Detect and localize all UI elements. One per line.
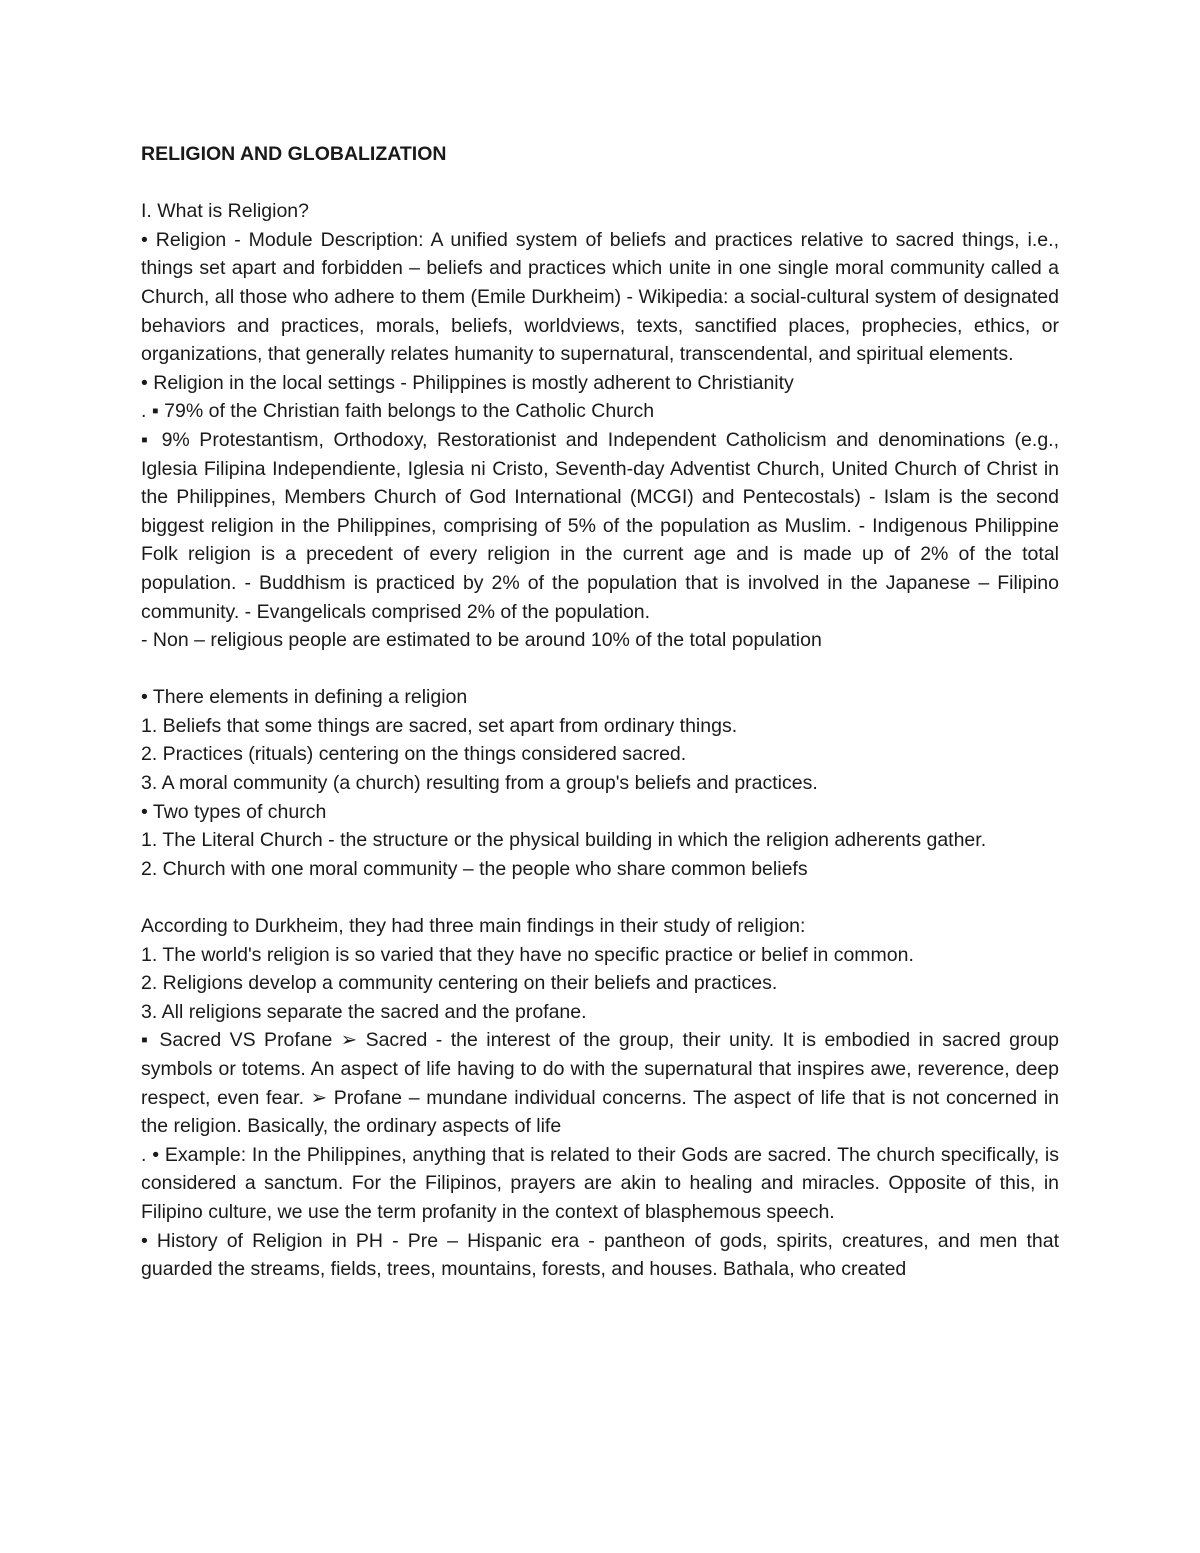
church-types-heading: • Two types of church [141,800,327,823]
finding-item-3: 3. All religions separate the sacred and the profane. [141,1000,587,1023]
finding-item-2: 2. Religions develop a community centering on their beliefs and practices. [141,972,778,995]
paragraph-sacred-vs-profane: ▪ Sacred VS Profane ➢ Sacred - the interest of the group, their unity. It is embodied in sacred group symbols or totems. An aspect of life having to do with the supernatural that inspires awe, reverence, deep respect, even fear. ➢ Profane – mundane individual concerns. The aspect of life that is not concerned in the religion. Basically, the ordinary aspects of life [141,1029,1059,1138]
paragraph-history: • History of Religion in PH - Pre – Hispanic era - pantheon of gods, spirits, creatures, and men that guarded the streams, fields, trees, mountains, forests, and houses. Bathala, who created [141,1229,1059,1281]
blank-line [141,883,1059,912]
paragraph-example: . • Example: In the Philippines, anything that is related to their Gods are sacred. The church specifically, is considered a sanctum. For the Filipinos, prayers are akin to healing and miracles. Opposite of this, in Filipino culture, we use the term profanity in the context of blasphemous speech. [141,1143,1059,1223]
blank-line [141,655,1059,684]
document-title: RELIGION AND GLOBALIZATION [141,143,447,165]
paragraph-non-religious: - Non – religious people are estimated to be around 10% of the total population [141,629,822,652]
element-item-2: 2. Practices (rituals) centering on the things considered sacred. [141,743,687,766]
church-type-2: 2. Church with one moral community – the people who share common beliefs [141,857,808,880]
document-page [141,140,1059,1284]
paragraph-local-settings: • Religion in the local settings - Philippines is mostly adherent to Christianity [141,371,794,394]
elements-heading: • There elements in defining a religion [141,686,468,709]
finding-item-1: 1. The world's religion is so varied that they have no specific practice or belief in common. [141,943,914,966]
element-item-3: 3. A moral community (a church) resulting from a group's beliefs and practices. [141,772,818,795]
paragraph-catholic: . ▪ 79% of the Christian faith belongs to the Catholic Church [141,400,655,423]
church-type-1: 1. The Literal Church - the structure or the physical building in which the religion adherents gather. [141,829,987,852]
section-heading-what-is-religion: I. What is Religion? [141,200,309,223]
element-item-1: 1. Beliefs that some things are sacred, set apart from ordinary things. [141,714,738,737]
durkheim-intro: According to Durkheim, they had three main findings in their study of religion: [141,915,806,938]
paragraph-religion-definition: • Religion - Module Description: A unified system of beliefs and practices relative to sacred things, i.e., things set apart and forbidden – beliefs and practices which unite in one single moral community called a Church, all those who adhere to them (Emile Durkheim) - Wikipedia: a social-cultural system of designated behaviors and practices, morals, beliefs, worldviews, texts, sanctified places, prophecies, ethics, or organizations, that generally relates humanity to supernatural, transcendental, and spiritual elements. [141,228,1059,366]
paragraph-protestantism: ▪ 9% Protestantism, Orthodoxy, Restorationist and Independent Catholicism and denominations (e.g., Iglesia Filipina Independiente, Iglesia ni Cristo, Seventh-day Adventist Church, United Church of Christ in the Philippines, Members Church of God International (MCGI) and Pentecostals) - Islam is the second biggest religion in the Philippines, comprising of 5% of the population as Muslim. - Indigenous Philippine Folk religion is a precedent of every religion in the current age and is made up of 2% of the total population. - Buddhism is practiced by 2% of the population that is involved in the Japanese – Filipino community. - Evangelicals comprised 2% of the population. [141,428,1059,623]
